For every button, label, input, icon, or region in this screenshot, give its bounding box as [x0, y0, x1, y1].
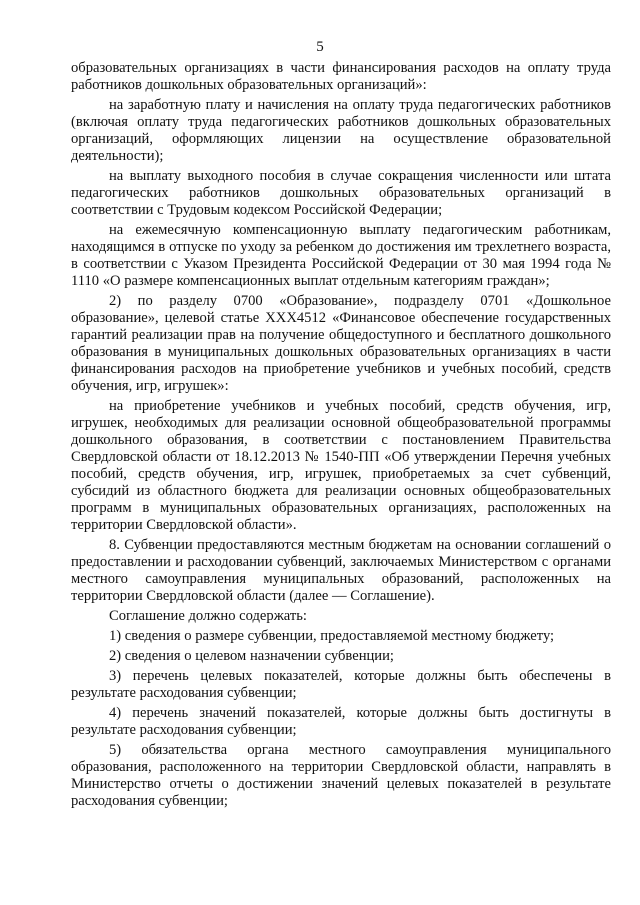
paragraph-agreement-intro: Соглашение должно содержать: — [109, 608, 307, 624]
paragraph-severance: на выплату выходного пособия в случае сокращения численности или штата педагогических работников дошкольных образовательных организаций в соответствии с Трудовым кодексом Российской Федерации; — [71, 168, 611, 218]
document-body — [71, 60, 611, 810]
list-item-2: 2) сведения о целевом назначении субвенции; — [109, 648, 394, 664]
paragraph-compensation: на ежемесячную компенсационную выплату педагогическим работникам, находящимся в отпуске по уходу за ребенком до достижения им трехлетнего возраста, в соответствии с Указом Президента Российской Федерации от 30 мая 1994 года № 1110 «О размере компенсационных выплат отдельным категориям граждан»; — [71, 222, 611, 289]
list-item-5: 5) обязательства органа местного самоуправления муниципального образования, расположенного на территории Свердловской области, направлять в Министерство отчеты о достижении значений целевых показателей в результате расходования субвенции; — [71, 742, 611, 809]
list-item-1: 1) сведения о размере субвенции, предоставляемой местному бюджету; — [109, 628, 555, 644]
paragraph-continuation: образовательных организациях в части финансирования расходов на оплату труда работников дошкольных образовательных организаций»: — [71, 60, 611, 93]
list-item-4: 4) перечень значений показателей, которые должны быть достигнуты в результате расходования субвенции; — [71, 705, 611, 738]
paragraph-section-2: 2) по разделу 0700 «Образование», подразделу 0701 «Дошкольное образование», целевой статье ХХХ4512 «Финансовое обеспечение государственных гарантий реализации прав на получение общедоступного и бесплатного дошкольного образования в муниципальных дошкольных образовательных организациях в части финансирования расходов на приобретение учебников и учебных пособий, средств обучения, игр, игрушек»: — [71, 293, 611, 394]
paragraph-subventions: 8. Субвенции предоставляются местным бюджетам на основании соглашений о предоставлении и расходовании субвенций, заключаемых Министерством с органами местного самоуправления муниципальных образований, расположенных на территории Свердловской области (далее — Соглашение). — [71, 537, 611, 604]
paragraph-salary: на заработную плату и начисления на оплату труда педагогических работников (включая оплату труда педагогических работников дошкольных образовательных организаций, оформляющих лицензии на осуществление образовательной деятельности); — [71, 97, 611, 164]
paragraph-textbooks: на приобретение учебников и учебных пособий, средств обучения, игр, игрушек, необходимых для реализации основной общеобразовательной программы дошкольного образования, в соответствии с постановлением Правительства Свердловской области от 18.12.2013 № 1540-ПП «Об утверждении Перечня учебных пособий, средств обучения, игр, игрушек, приобретаемых за счет субвенций, субсидий из областного бюджета для реализации основных общеобразовательных программ в муниципальных образовательных организациях, расположенных на территории Свердловской области». — [71, 398, 611, 533]
list-item-3: 3) перечень целевых показателей, которые должны быть обеспечены в результате расходования субвенции; — [71, 668, 611, 701]
page-number: 5 — [316, 39, 324, 55]
